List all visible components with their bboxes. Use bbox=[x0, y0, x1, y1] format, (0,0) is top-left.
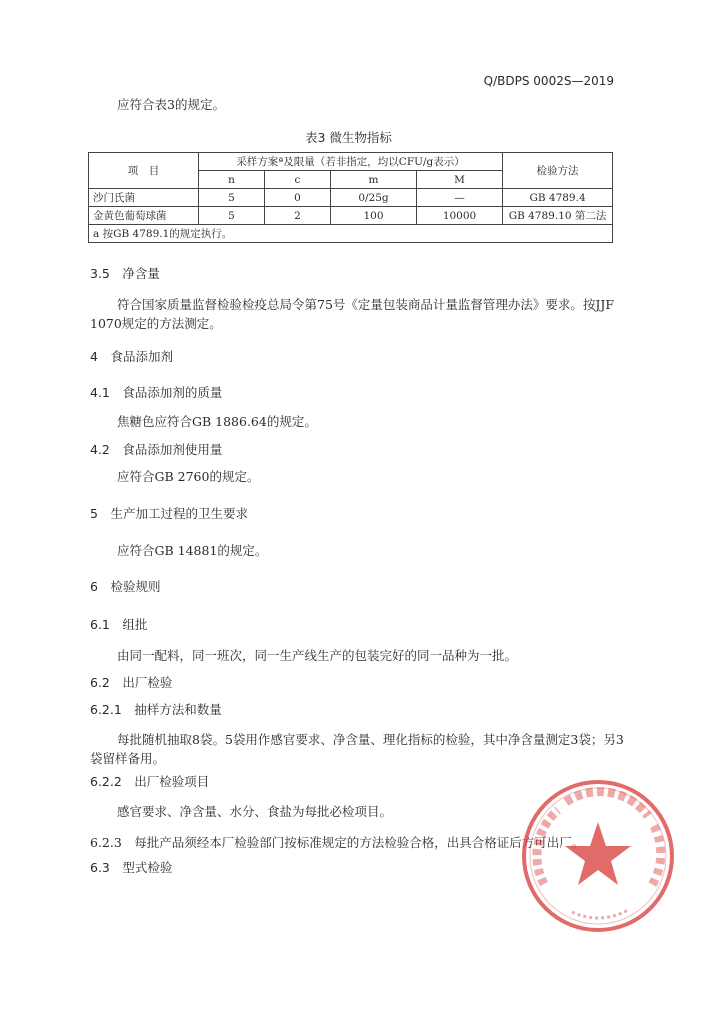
section-6-2-title: 6.2 出厂检验 bbox=[90, 675, 173, 690]
section-6-3-title: 6.3 型式检验 bbox=[90, 860, 173, 875]
section-4-2-text: 应符合GB 2760的规定。 bbox=[117, 469, 260, 484]
section-6-2-1-text-1: 每批随机抽取8袋。5袋用作感官要求、净含量、理化指标的检验，其中净含量测定3袋；另3 bbox=[117, 732, 624, 747]
section-5-text: 应符合GB 14881的规定。 bbox=[117, 543, 268, 558]
row-method: GB 4789.10 第二法 bbox=[503, 207, 613, 225]
subheader-M: M bbox=[417, 171, 503, 189]
header-sampling: 采样方案ª及限量（若非指定，均以CFU/g表示） bbox=[199, 153, 503, 171]
row-m: 0/25g bbox=[331, 189, 417, 207]
row-M: — bbox=[417, 189, 503, 207]
section-6-title: 6 检验规则 bbox=[90, 579, 161, 594]
section-4-1-title: 4.1 食品添加剂的质量 bbox=[90, 385, 223, 400]
subheader-m: m bbox=[331, 171, 417, 189]
section-3-5-title: 3.5 净含量 bbox=[90, 266, 160, 281]
header-item: 项 目 bbox=[89, 153, 199, 189]
row-M: 10000 bbox=[417, 207, 503, 225]
section-3-5-text-1: 符合国家质量监督检验检疫总局令第75号《定量包装商品计量监督管理办法》要求。按JJF bbox=[117, 297, 615, 312]
row-n: 5 bbox=[199, 189, 265, 207]
section-3-5-text-2: 1070规定的方法测定。 bbox=[90, 316, 222, 331]
row-c: 2 bbox=[265, 207, 331, 225]
subheader-c: c bbox=[265, 171, 331, 189]
section-6-2-1-text-2: 袋留样备用。 bbox=[90, 751, 166, 766]
row-item: 沙门氏菌 bbox=[89, 189, 199, 207]
table-note-row bbox=[89, 225, 613, 243]
section-6-2-1-title: 6.2.1 抽样方法和数量 bbox=[90, 702, 222, 717]
intro-text: 应符合表3的规定。 bbox=[117, 97, 225, 112]
section-6-1-text: 由同一配料，同一班次，同一生产线生产的包装完好的同一品种为一批。 bbox=[117, 648, 518, 663]
table-note: a 按GB 4789.1的规定执行。 bbox=[89, 225, 613, 243]
section-6-2-2-text: 感官要求、净含量、水分、食盐为每批必检项目。 bbox=[117, 804, 393, 819]
section-4-2-title: 4.2 食品添加剂使用量 bbox=[90, 442, 223, 457]
row-c: 0 bbox=[265, 189, 331, 207]
section-5-title: 5 生产加工过程的卫生要求 bbox=[90, 506, 248, 521]
table-row bbox=[89, 189, 613, 207]
section-6-2-3-text: 6.2.3 每批产品须经本厂检验部门按标准规定的方法检验合格，出具合格证后方可出厂。 bbox=[90, 835, 585, 850]
row-method: GB 4789.4 bbox=[503, 189, 613, 207]
company-seal bbox=[518, 776, 678, 936]
subheader-n: n bbox=[199, 171, 265, 189]
row-item: 金黄色葡萄球菌 bbox=[89, 207, 199, 225]
section-6-2-2-title: 6.2.2 出厂检验项目 bbox=[90, 774, 210, 789]
section-4-title: 4 食品添加剂 bbox=[90, 349, 173, 364]
microbiology-table bbox=[88, 152, 613, 243]
row-n: 5 bbox=[199, 207, 265, 225]
table-caption: 表3 微生物指标 bbox=[305, 130, 392, 145]
standard-number: Q/BDPS 0002S—2019 bbox=[483, 74, 614, 88]
header-method: 检验方法 bbox=[503, 153, 613, 189]
row-m: 100 bbox=[331, 207, 417, 225]
table-header-row bbox=[89, 153, 613, 171]
table-row bbox=[89, 207, 613, 225]
section-6-1-title: 6.1 组批 bbox=[90, 617, 148, 632]
section-4-1-text: 焦糖色应符合GB 1886.64的规定。 bbox=[117, 414, 317, 429]
